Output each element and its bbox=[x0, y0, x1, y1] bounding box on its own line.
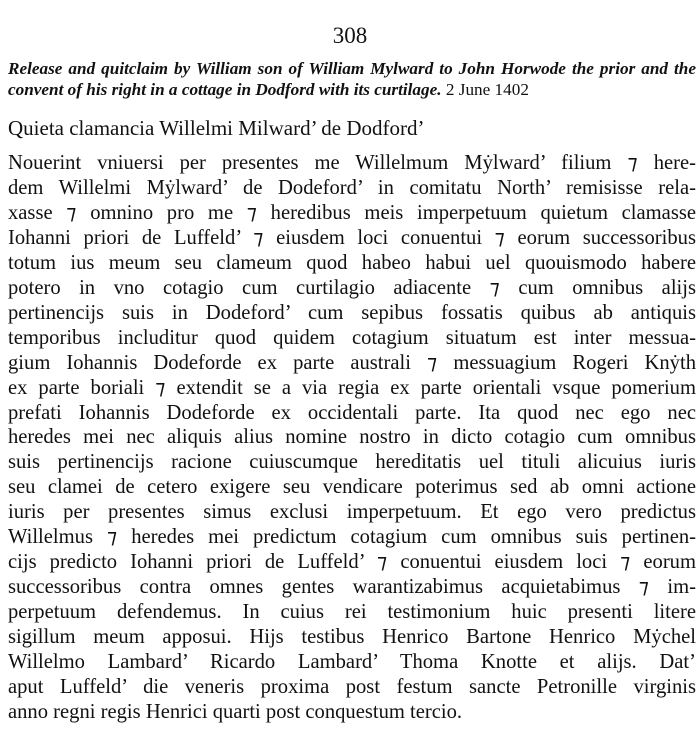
text-line: temporibus includitur quod quidem cotagium situatum est inter messua- bbox=[8, 326, 696, 349]
text-line: cijs predicto Iohanni priori de Luffeld’ ⁊ conuentui eiusdem loci ⁊ eorum bbox=[8, 551, 696, 574]
text-line: sigillum meum apposui. Hijs testibus Henrico Bartone Henrico Mẏchel bbox=[8, 626, 696, 649]
text-line: iuris per presentes simus exclusi imperpetuum. Et ego vero predictus bbox=[8, 501, 696, 524]
text-line: gium Iohannis Dodeforde ex parte australi ⁊ messuagium Rogeri Knẏth bbox=[8, 351, 696, 374]
summary-date: 2 June 1402 bbox=[445, 80, 529, 99]
document-summary bbox=[8, 58, 696, 100]
text-line: aput Luffeld’ die veneris proxima post festum sancte Petronille virginis bbox=[8, 676, 696, 699]
document-heading: Quieta clamancia Willelmi Milward’ de Dodford’ bbox=[8, 116, 425, 140]
charter-text bbox=[8, 151, 696, 725]
summary-text: Release and quitclaim by William son of William Mylward to John Horwode the prior and the convent of his right in a cottage in Dodford with its curtilage. bbox=[8, 59, 696, 99]
text-line: Willelmus ⁊ heredes mei predictum cotagium cum omnibus suis pertinen- bbox=[8, 526, 696, 549]
page-number: 308 bbox=[332, 23, 368, 48]
text-line: successoribus contra omnes gentes warantizabimus acquietabimus ⁊ im- bbox=[8, 576, 696, 599]
text-line: ex parte boriali ⁊ extendit se a via regia ex parte orientali vsque pomerium bbox=[8, 376, 696, 399]
text-line: suis pertinencijs racione cuiuscumque hereditatis uel tituli alicuius iuris bbox=[8, 451, 696, 474]
text-line: Willelmo Lambard’ Ricardo Lambard’ Thoma Knotte et alijs. Dat’ bbox=[8, 651, 696, 674]
text-line: perpetuum defendemus. In cuius rei testimonium huic presenti litere bbox=[8, 601, 696, 624]
text-line: prefati Iohannis Dodeforde ex occidentali parte. Ita quod nec ego nec bbox=[8, 401, 696, 424]
text-line: heredes mei nec aliquis alius nomine nostro in dicto cotagio cum omnibus bbox=[8, 426, 696, 449]
text-line: dem Willelmi Mẏlward’ de Dodeford’ in comitatu North’ remisisse rela- bbox=[8, 176, 696, 199]
text-line: anno regni regis Henrici quarti post conquestum tercio. bbox=[8, 700, 463, 723]
text-line: potero in vno cotagio cum curtilagio adiacente ⁊ cum omnibus alijs bbox=[8, 276, 696, 299]
text-line: Iohanni priori de Luffeld’ ⁊ eiusdem loci conuentui ⁊ eorum successoribus bbox=[8, 226, 696, 249]
text-line: xasse ⁊ omnino pro me ⁊ heredibus meis imperpetuum quietum clamasse bbox=[8, 201, 696, 224]
text-line: Nouerint vniuersi per presentes me Willelmum Mẏlward’ filium ⁊ here- bbox=[8, 152, 696, 174]
text-line: totum ius meum seu clameum quod habeo habui uel quouismodo habere bbox=[8, 251, 696, 274]
text-line: pertinencijs suis in Dodeford’ cum sepibus fossatis quibus ab antiquis bbox=[8, 301, 696, 324]
text-line: seu clamei de cetero exigere seu vendicare poterimus sed ab omni actione bbox=[8, 476, 696, 499]
